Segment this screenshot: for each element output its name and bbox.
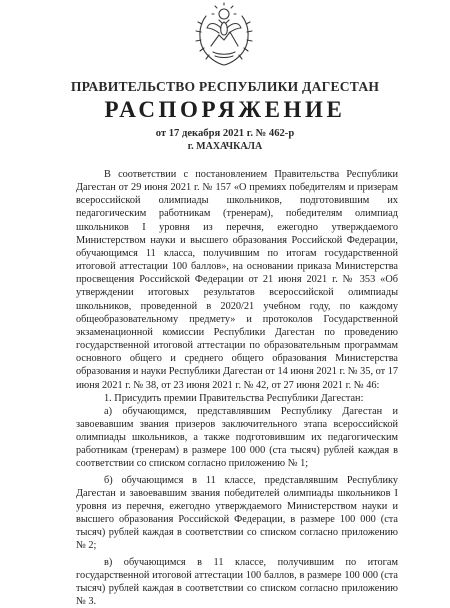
preamble-paragraph: В соответствии с постановлением Правительства Республики Дагестан от 29 июня 2021 г. № 157 «О премиях победителям и призерам всероссийской олимпиады школьников, подготовившим их педагогическим работникам (тренерам), победителям олимпиад школьников I уровня из перечня, ежегодно утверждаемого Министерством науки и высшего образования Российской Федерации, обучающимся 11 класса, получившим по итогам государственной итоговой аттестации 100 баллов», на основании приказа Министерства просвещения Российской Федерации от 21 июня 2021 г. № 353 «Об утверждении итоговых результатов всероссийской олимпиады школьников, проведенной в 2020/21 учебном году, по каждому общеобразовательному предмету» и протоколов Государственной экзаменационной комиссии Республики Дагестан по проведению государственной итоговой аттестации по образовательным программам основного общего и среднего общего образования Министерства образования и науки Республики Дагестан от 14 июня 2021 г. № 35, от 17 июня 2021 г. № 38, от 23 июня 2021 г. № 42, от 27 июня 2021 г. № 46: — [76, 169, 398, 391]
dagestan-coat-of-arms-icon — [193, 2, 255, 68]
item-1-paragraph: 1. Присудить премии Правительства Республики Дагестан: — [104, 392, 364, 404]
item-1c-paragraph: в) обучающимся в 11 классе, получившим по итогам государственной итоговой аттестации 100 баллов, в размере 100 000 (ста тысяч) рублей каждая в соответствии со списком согласно приложению № 3. — [76, 556, 398, 607]
item-1b-paragraph: б) обучающимся в 11 классе, представлявшим Республику Дагестан и завоевавшим звания победителей олимпиады школьников I уровня из перечня, ежегодно утверждаемого Министерством науки и высшего образования Российской Федерации, в размере 100 000 (ста тысяч) рублей каждая в соответствии со списком согласно приложению № 2; — [76, 474, 398, 552]
document-type-title: РАСПОРЯЖЕНИЕ — [104, 97, 346, 122]
document-city: г. МАХАЧКАЛА — [187, 141, 263, 152]
item-1a-paragraph: а) обучающимся, представлявшим Республику Дагестан и завоевавшим звания призеров заключительного этапа всероссийской олимпиады школьников, а также подготовившим их педагогическим работникам (тренерам) в размере 100 000 (ста тысяч) рублей каждая в соответствии со списком согласно приложению № 1; — [76, 405, 398, 470]
document-date-number: от 17 декабря 2021 г. № 462-р — [155, 128, 295, 139]
document-body — [76, 168, 398, 608]
government-heading: ПРАВИТЕЛЬСТВО РЕСПУБЛИКИ ДАГЕСТАН — [70, 79, 380, 94]
